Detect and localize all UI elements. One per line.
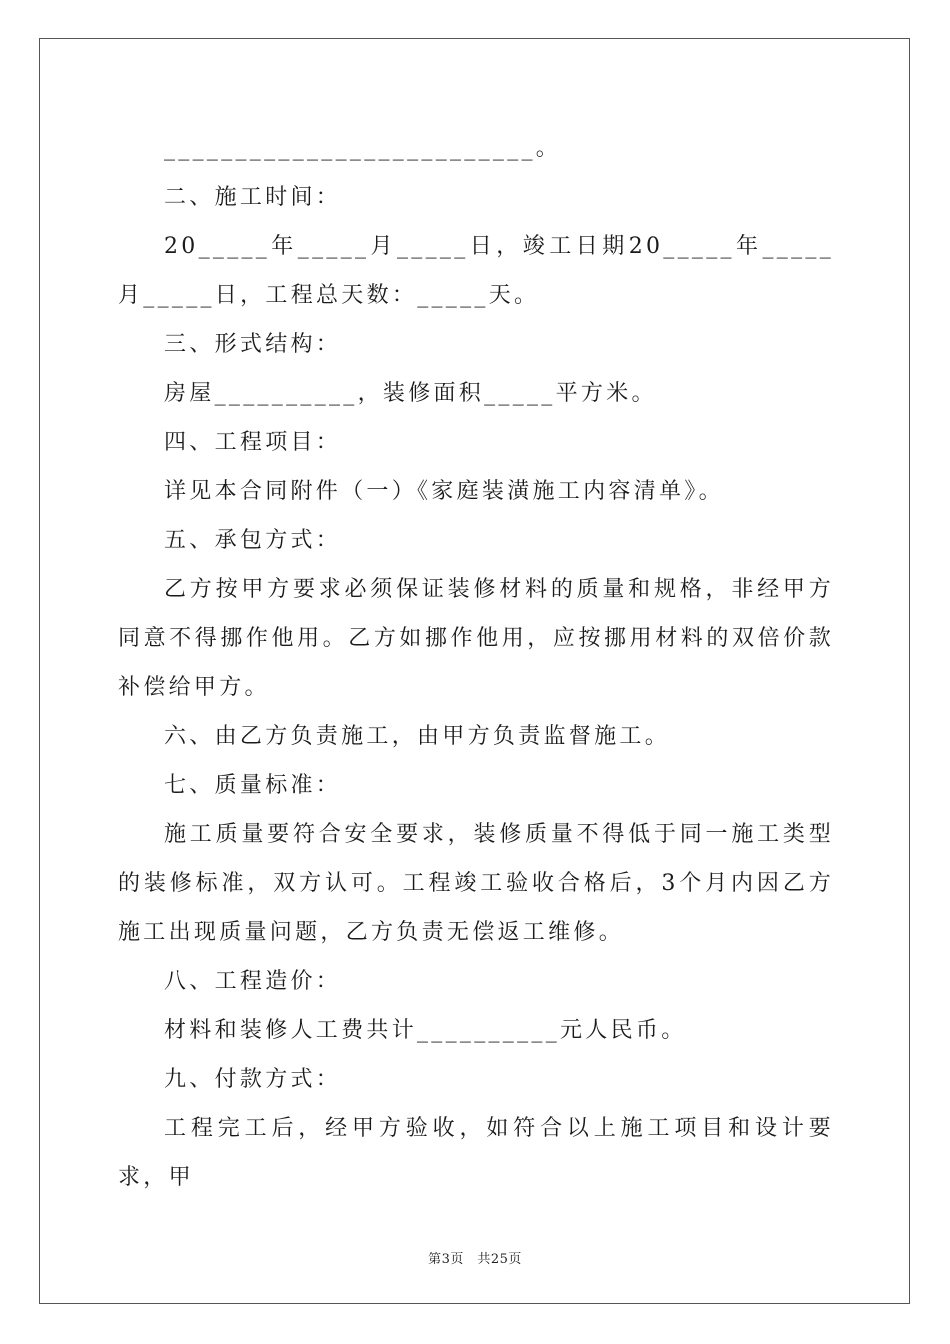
paragraph-construction-dates: 20_____年_____月_____日，竣工日期20_____年_____月_____日，工程总天数：_____天。	[118, 234, 834, 308]
paragraph-supervision: 六、由乙方负责施工，由甲方负责监督施工。	[164, 724, 671, 749]
heading-structure: 三、形式结构：	[164, 332, 342, 357]
paragraph-blank-line: __________________________。	[164, 136, 562, 161]
heading-project-items: 四、工程项目：	[164, 430, 342, 455]
heading-project-cost: 八、工程造价：	[164, 969, 342, 994]
paragraph-cost-total: 材料和装修人工费共计__________元人民币。	[164, 1018, 687, 1043]
page-number-footer: 第3页 共25页	[428, 1252, 522, 1267]
heading-construction-time: 二、施工时间：	[164, 185, 342, 210]
paragraph-house-area: 房屋__________，装修面积_____平方米。	[164, 381, 657, 406]
heading-payment-method: 九、付款方式：	[164, 1067, 342, 1092]
paragraph-payment-details: 工程完工后，经甲方验收，如符合以上施工项目和设计要求，甲	[118, 1116, 834, 1190]
paragraph-attachment-reference: 详见本合同附件（一）《家庭装潢施工内容清单》。	[164, 479, 724, 504]
heading-quality-standard: 七、质量标准：	[164, 773, 342, 798]
document-body	[118, 124, 834, 1202]
paragraph-quality-details: 施工质量要符合安全要求，装修质量不得低于同一施工类型的装修标准，双方认可。工程竣工验收合格后，3个月内因乙方施工出现质量问题，乙方负责无偿返工维修。	[118, 822, 834, 945]
paragraph-material-requirements: 乙方按甲方要求必须保证装修材料的质量和规格，非经甲方同意不得挪作他用。乙方如挪作他用，应按挪用材料的双倍价款补偿给甲方。	[118, 577, 834, 700]
heading-contract-method: 五、承包方式：	[164, 528, 342, 553]
